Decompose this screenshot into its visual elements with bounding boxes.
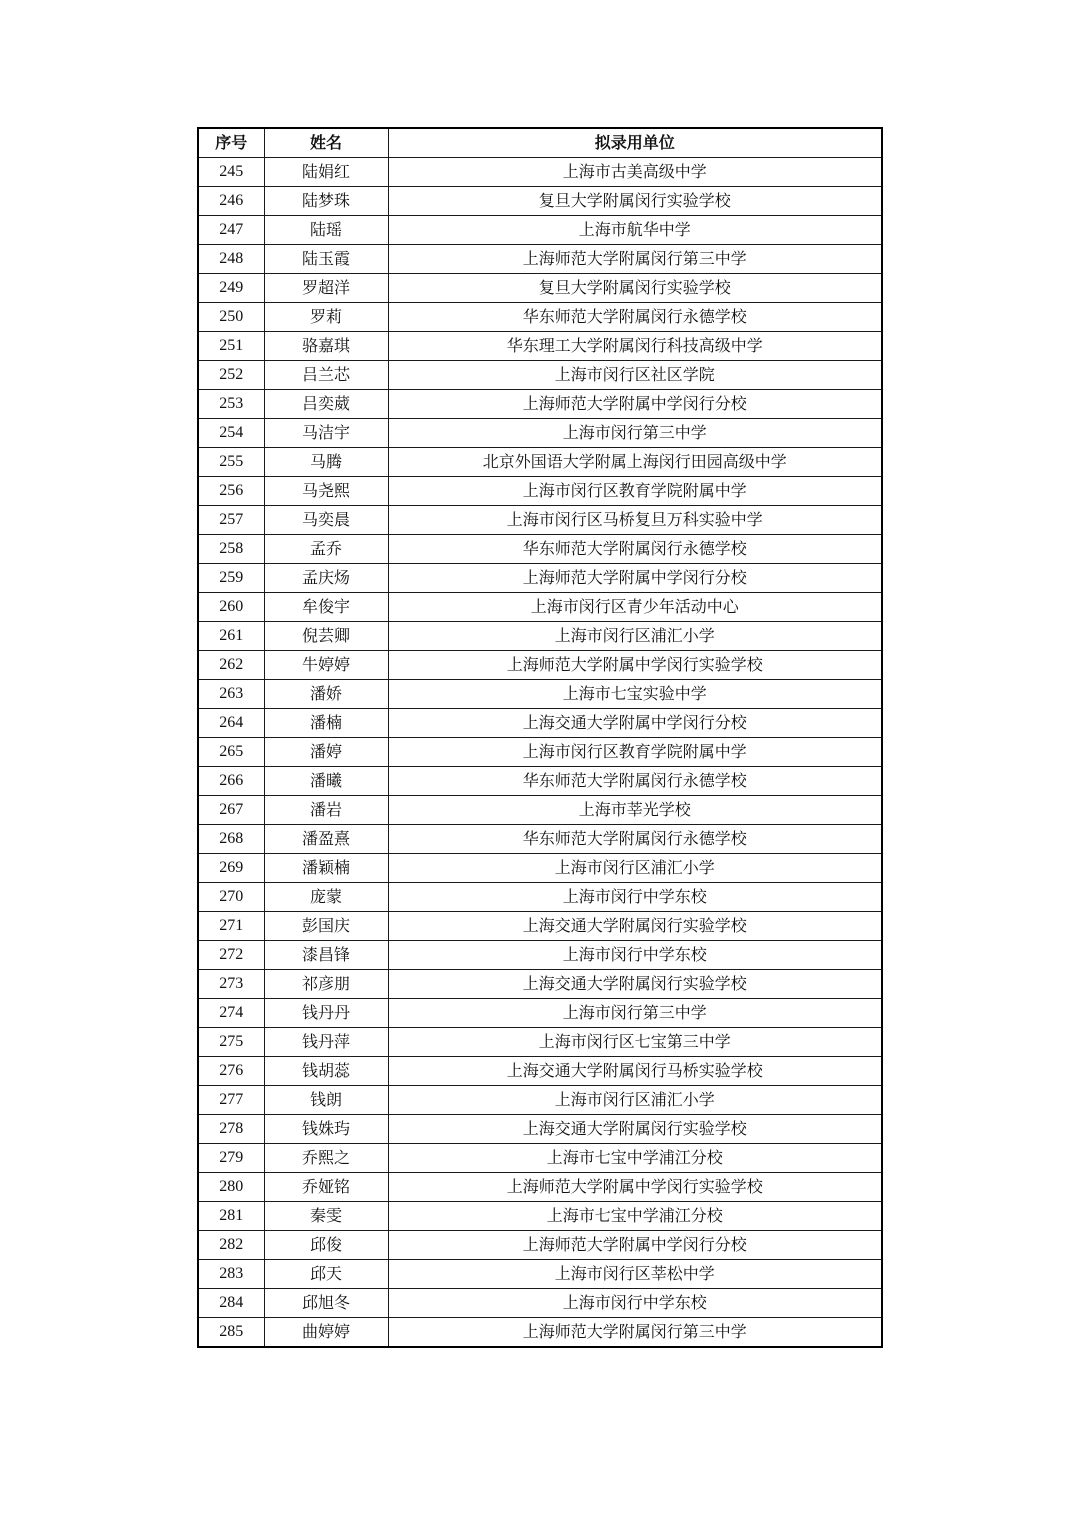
cell-name: 马腾	[264, 448, 388, 477]
cell-name: 彭国庆	[264, 912, 388, 941]
cell-serial-number: 255	[198, 448, 264, 477]
cell-name: 乔熙之	[264, 1144, 388, 1173]
cell-employer: 上海师范大学附属中学闵行分校	[388, 564, 882, 593]
cell-serial-number: 285	[198, 1318, 264, 1348]
table-row	[198, 1202, 882, 1231]
table-row	[198, 1231, 882, 1260]
cell-serial-number: 273	[198, 970, 264, 999]
cell-serial-number: 246	[198, 187, 264, 216]
cell-employer: 上海师范大学附属闵行第三中学	[388, 245, 882, 274]
cell-employer: 上海市莘光学校	[388, 796, 882, 825]
cell-name: 牟俊宇	[264, 593, 388, 622]
cell-serial-number: 264	[198, 709, 264, 738]
table-row	[198, 477, 882, 506]
cell-serial-number: 269	[198, 854, 264, 883]
table-row	[198, 390, 882, 419]
table-row	[198, 622, 882, 651]
header-row	[198, 128, 882, 158]
cell-employer: 上海市闵行区青少年活动中心	[388, 593, 882, 622]
cell-employer: 上海市闵行区教育学院附属中学	[388, 477, 882, 506]
cell-employer: 华东师范大学附属闵行永德学校	[388, 303, 882, 332]
table-row	[198, 941, 882, 970]
cell-employer: 华东师范大学附属闵行永德学校	[388, 767, 882, 796]
cell-name: 潘婷	[264, 738, 388, 767]
cell-name: 马奕晨	[264, 506, 388, 535]
cell-employer: 上海交通大学附属闵行实验学校	[388, 1115, 882, 1144]
cell-name: 骆嘉琪	[264, 332, 388, 361]
cell-serial-number: 283	[198, 1260, 264, 1289]
cell-serial-number: 276	[198, 1057, 264, 1086]
cell-name: 邱旭冬	[264, 1289, 388, 1318]
cell-name: 钱丹丹	[264, 999, 388, 1028]
cell-name: 罗莉	[264, 303, 388, 332]
cell-name: 马尧熙	[264, 477, 388, 506]
cell-name: 吕兰芯	[264, 361, 388, 390]
table-row	[198, 999, 882, 1028]
cell-name: 钱胡蕊	[264, 1057, 388, 1086]
cell-name: 祁彦朋	[264, 970, 388, 999]
cell-serial-number: 271	[198, 912, 264, 941]
cell-serial-number: 275	[198, 1028, 264, 1057]
cell-employer: 上海交通大学附属闵行实验学校	[388, 912, 882, 941]
cell-serial-number: 259	[198, 564, 264, 593]
cell-serial-number: 260	[198, 593, 264, 622]
cell-employer: 上海市闵行区教育学院附属中学	[388, 738, 882, 767]
cell-employer: 上海市闵行中学东校	[388, 883, 882, 912]
roster-table	[197, 127, 883, 1348]
table-row	[198, 506, 882, 535]
cell-serial-number: 253	[198, 390, 264, 419]
cell-name: 庞蒙	[264, 883, 388, 912]
table-row	[198, 796, 882, 825]
cell-employer: 上海交通大学附属闵行马桥实验学校	[388, 1057, 882, 1086]
cell-employer: 北京外国语大学附属上海闵行田园高级中学	[388, 448, 882, 477]
cell-employer: 上海市七宝中学浦江分校	[388, 1202, 882, 1231]
roster-body	[198, 158, 882, 1348]
cell-employer: 上海市古美高级中学	[388, 158, 882, 187]
cell-employer: 上海市闵行区浦汇小学	[388, 1086, 882, 1115]
cell-employer: 上海市闵行中学东校	[388, 1289, 882, 1318]
table-row	[198, 419, 882, 448]
table-row	[198, 1115, 882, 1144]
cell-serial-number: 274	[198, 999, 264, 1028]
cell-employer: 上海市航华中学	[388, 216, 882, 245]
table-row	[198, 680, 882, 709]
cell-serial-number: 258	[198, 535, 264, 564]
cell-name: 邱俊	[264, 1231, 388, 1260]
cell-serial-number: 263	[198, 680, 264, 709]
table-row	[198, 1289, 882, 1318]
cell-name: 陆梦珠	[264, 187, 388, 216]
cell-name: 倪芸卿	[264, 622, 388, 651]
table-row	[198, 274, 882, 303]
cell-serial-number: 278	[198, 1115, 264, 1144]
cell-employer: 华东理工大学附属闵行科技高级中学	[388, 332, 882, 361]
cell-employer: 上海师范大学附属中学闵行分校	[388, 390, 882, 419]
cell-serial-number: 251	[198, 332, 264, 361]
cell-employer: 上海市闵行区浦汇小学	[388, 854, 882, 883]
cell-employer: 上海师范大学附属中学闵行实验学校	[388, 1173, 882, 1202]
cell-serial-number: 284	[198, 1289, 264, 1318]
cell-name: 漆昌锋	[264, 941, 388, 970]
table-row	[198, 1086, 882, 1115]
table-row	[198, 593, 882, 622]
cell-employer: 上海市闵行第三中学	[388, 419, 882, 448]
cell-serial-number: 277	[198, 1086, 264, 1115]
cell-serial-number: 261	[198, 622, 264, 651]
cell-name: 潘楠	[264, 709, 388, 738]
table-row	[198, 738, 882, 767]
cell-serial-number: 265	[198, 738, 264, 767]
table-row	[198, 216, 882, 245]
cell-name: 秦雯	[264, 1202, 388, 1231]
cell-name: 邱天	[264, 1260, 388, 1289]
cell-serial-number: 267	[198, 796, 264, 825]
cell-name: 牛婷婷	[264, 651, 388, 680]
table-row	[198, 187, 882, 216]
cell-name: 潘盈熹	[264, 825, 388, 854]
table-row	[198, 709, 882, 738]
cell-employer: 华东师范大学附属闵行永德学校	[388, 825, 882, 854]
cell-employer: 上海市七宝中学浦江分校	[388, 1144, 882, 1173]
cell-serial-number: 266	[198, 767, 264, 796]
cell-employer: 上海师范大学附属中学闵行分校	[388, 1231, 882, 1260]
table-row	[198, 332, 882, 361]
table-row	[198, 767, 882, 796]
cell-name: 马洁宇	[264, 419, 388, 448]
header-name: 姓名	[264, 128, 388, 158]
header-serial-number: 序号	[198, 128, 264, 158]
cell-name: 孟庆炀	[264, 564, 388, 593]
table-row	[198, 303, 882, 332]
cell-employer: 上海市闵行第三中学	[388, 999, 882, 1028]
cell-name: 潘娇	[264, 680, 388, 709]
cell-employer: 上海市闵行区莘松中学	[388, 1260, 882, 1289]
cell-serial-number: 280	[198, 1173, 264, 1202]
table-row	[198, 883, 882, 912]
cell-serial-number: 279	[198, 1144, 264, 1173]
cell-serial-number: 282	[198, 1231, 264, 1260]
cell-name: 潘岩	[264, 796, 388, 825]
table-row	[198, 970, 882, 999]
cell-serial-number: 256	[198, 477, 264, 506]
cell-employer: 上海市闵行区浦汇小学	[388, 622, 882, 651]
cell-serial-number: 245	[198, 158, 264, 187]
table-row	[198, 1028, 882, 1057]
cell-name: 乔娅铭	[264, 1173, 388, 1202]
cell-serial-number: 247	[198, 216, 264, 245]
cell-name: 罗超洋	[264, 274, 388, 303]
header-employer: 拟录用单位	[388, 128, 882, 158]
cell-name: 钱朗	[264, 1086, 388, 1115]
cell-serial-number: 254	[198, 419, 264, 448]
cell-name: 陆娟红	[264, 158, 388, 187]
cell-name: 潘曦	[264, 767, 388, 796]
table-row	[198, 1173, 882, 1202]
cell-employer: 上海市闵行区七宝第三中学	[388, 1028, 882, 1057]
cell-employer: 上海交通大学附属闵行实验学校	[388, 970, 882, 999]
cell-employer: 上海市闵行区马桥复旦万科实验中学	[388, 506, 882, 535]
cell-employer: 复旦大学附属闵行实验学校	[388, 274, 882, 303]
cell-employer: 上海市闵行中学东校	[388, 941, 882, 970]
table-row	[198, 1057, 882, 1086]
cell-serial-number: 270	[198, 883, 264, 912]
cell-serial-number: 249	[198, 274, 264, 303]
cell-employer: 华东师范大学附属闵行永德学校	[388, 535, 882, 564]
cell-employer: 上海师范大学附属闵行第三中学	[388, 1318, 882, 1348]
table-row	[198, 1260, 882, 1289]
cell-employer: 上海师范大学附属中学闵行实验学校	[388, 651, 882, 680]
table-row	[198, 854, 882, 883]
cell-name: 吕奕葳	[264, 390, 388, 419]
cell-serial-number: 257	[198, 506, 264, 535]
cell-serial-number: 250	[198, 303, 264, 332]
cell-serial-number: 252	[198, 361, 264, 390]
cell-serial-number: 272	[198, 941, 264, 970]
cell-employer: 上海市闵行区社区学院	[388, 361, 882, 390]
table-row	[198, 1318, 882, 1348]
cell-serial-number: 268	[198, 825, 264, 854]
table-row	[198, 1144, 882, 1173]
cell-name: 潘颖楠	[264, 854, 388, 883]
cell-name: 钱姝玙	[264, 1115, 388, 1144]
cell-name: 陆瑶	[264, 216, 388, 245]
table-row	[198, 535, 882, 564]
cell-serial-number: 262	[198, 651, 264, 680]
table-row	[198, 825, 882, 854]
cell-serial-number: 281	[198, 1202, 264, 1231]
cell-employer: 上海交通大学附属中学闵行分校	[388, 709, 882, 738]
cell-employer: 上海市七宝实验中学	[388, 680, 882, 709]
cell-serial-number: 248	[198, 245, 264, 274]
cell-name: 钱丹萍	[264, 1028, 388, 1057]
table-row	[198, 651, 882, 680]
cell-name: 孟乔	[264, 535, 388, 564]
table-row	[198, 158, 882, 187]
table-row	[198, 564, 882, 593]
cell-name: 曲婷婷	[264, 1318, 388, 1348]
cell-employer: 复旦大学附属闵行实验学校	[388, 187, 882, 216]
table-row	[198, 245, 882, 274]
table-row	[198, 361, 882, 390]
table-row	[198, 912, 882, 941]
table-row	[198, 448, 882, 477]
roster-sheet	[197, 127, 881, 1348]
cell-name: 陆玉霞	[264, 245, 388, 274]
